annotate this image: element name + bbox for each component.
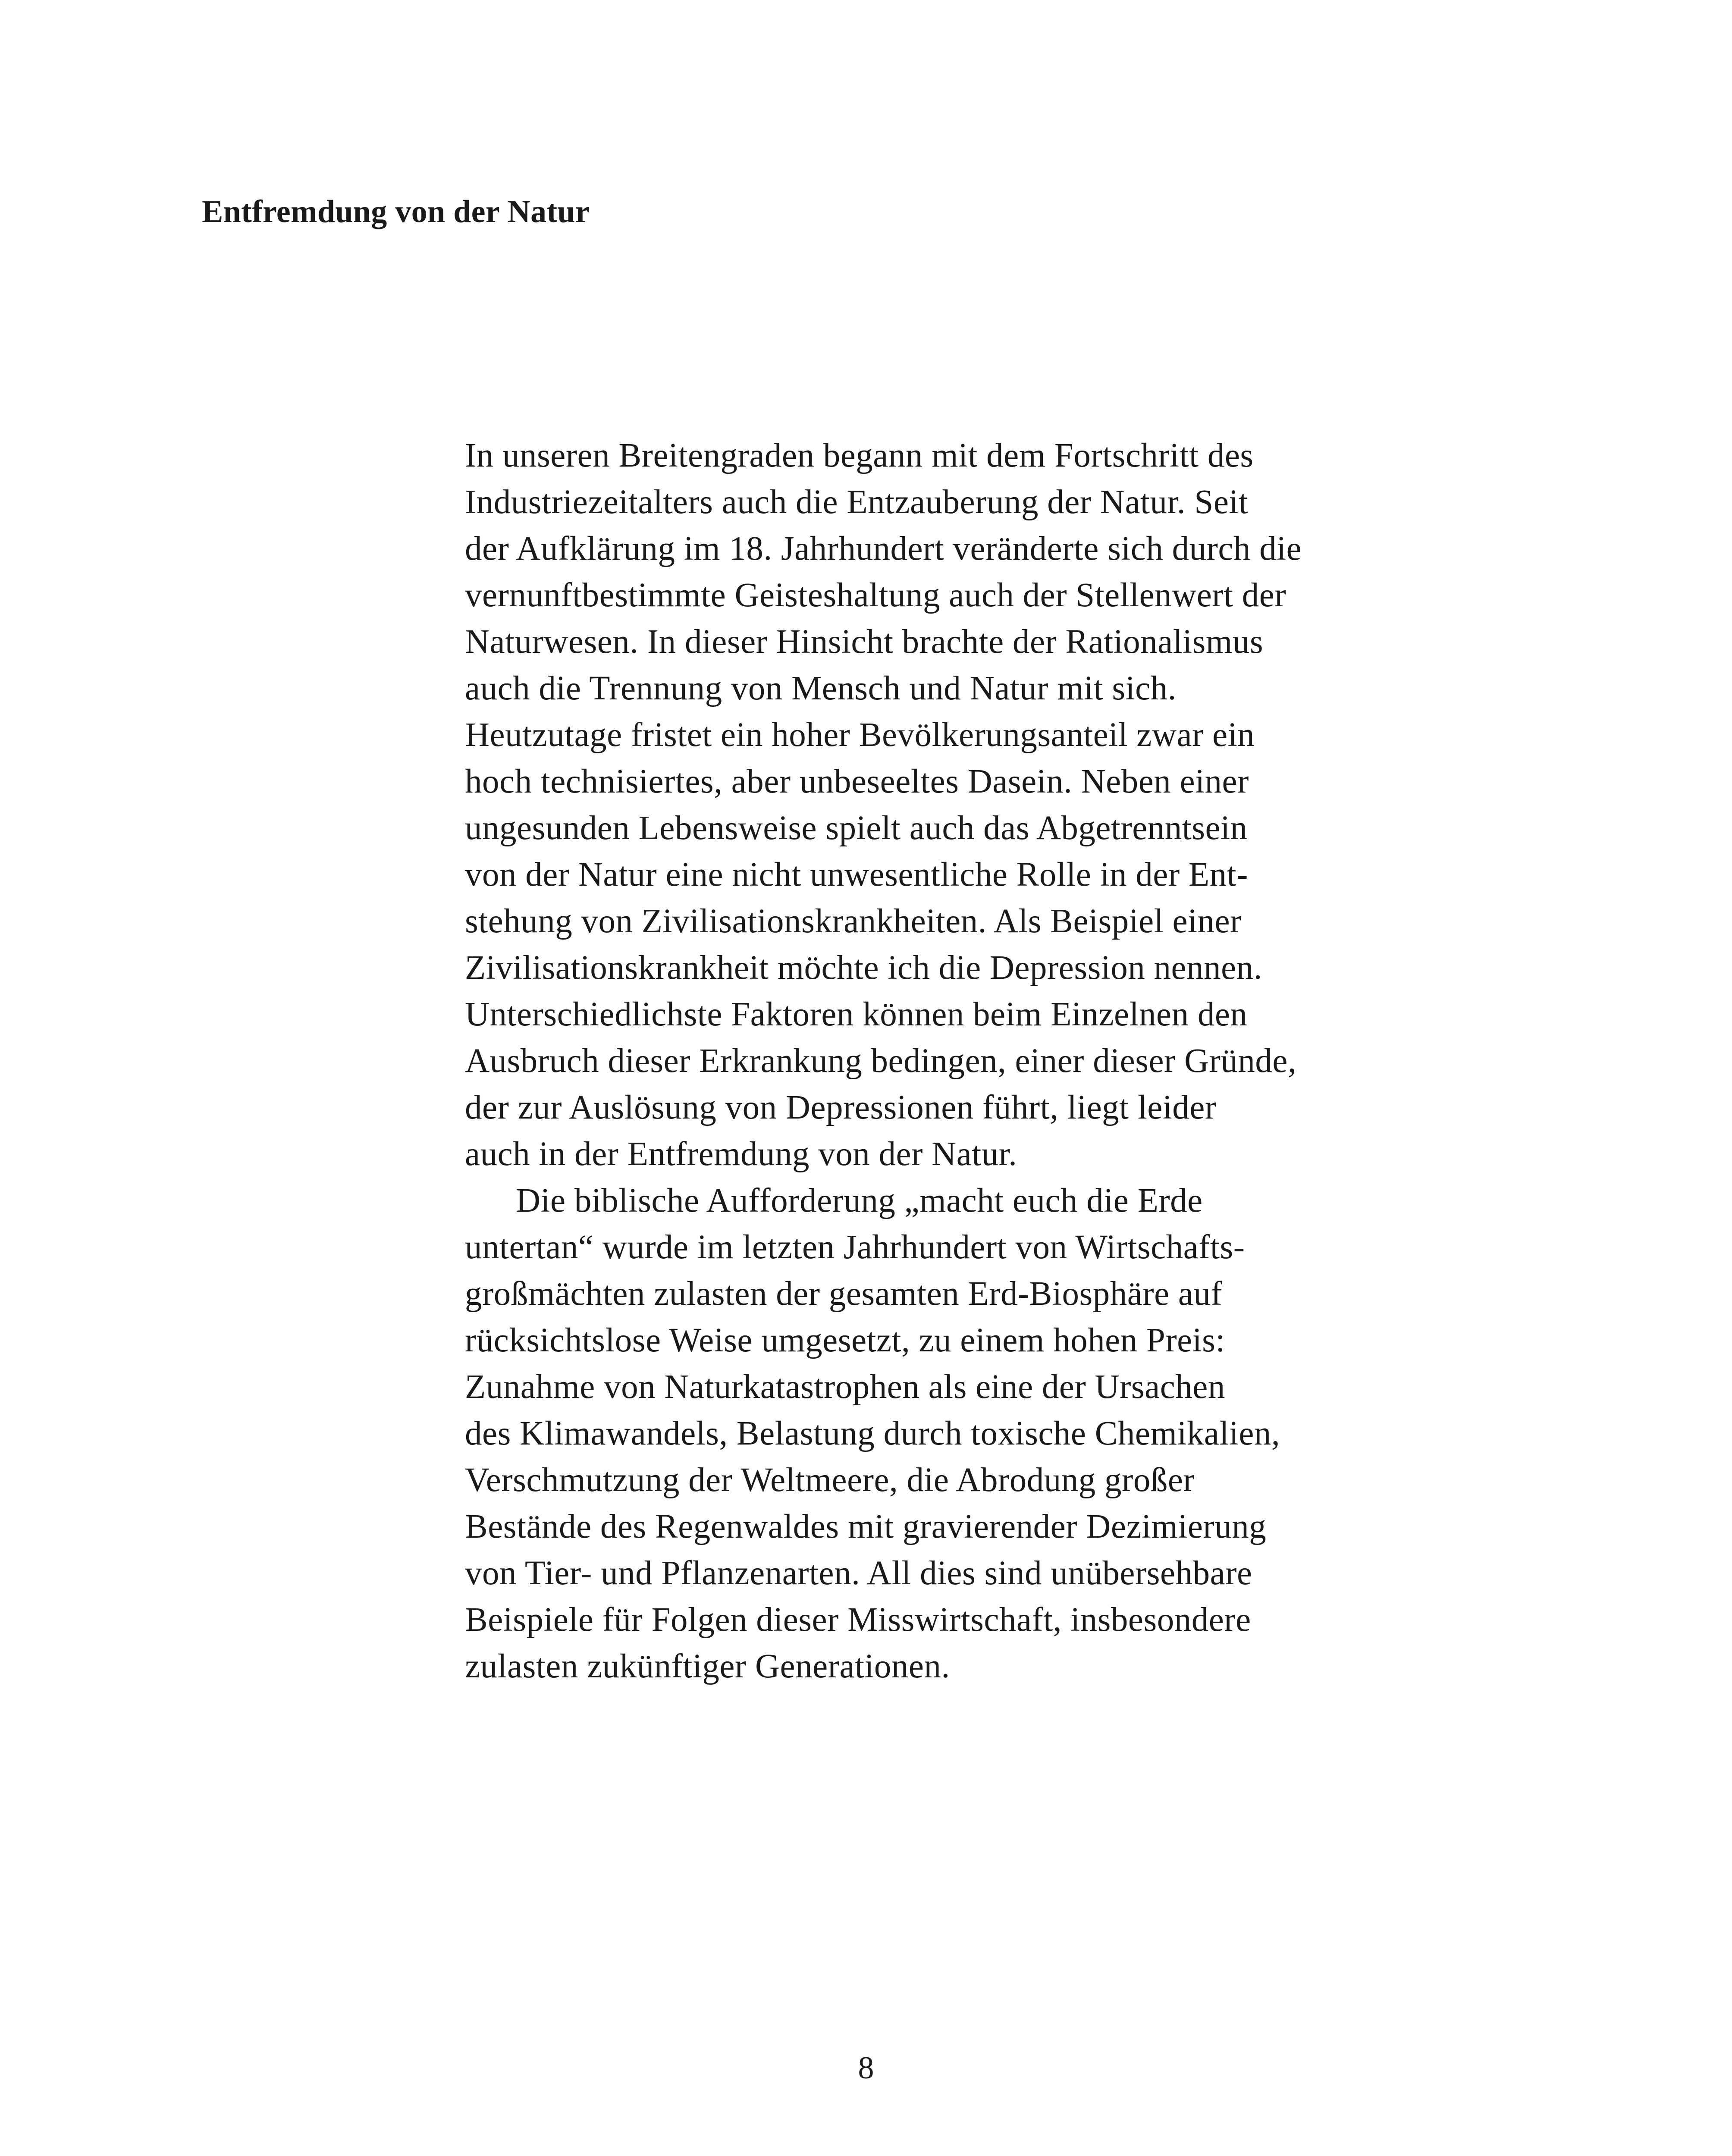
- page-number: 8: [858, 2050, 874, 2086]
- text-line: Die biblische Aufforderung „macht euch die Erde: [516, 1182, 1203, 1219]
- paragraph-1: [465, 432, 1509, 1178]
- paragraph-2: [465, 1178, 1509, 1690]
- text-line: zulasten zukünftiger Generationen.: [465, 1648, 950, 1685]
- text-line: von der Natur eine nicht unwesentliche Rolle in der Ent-: [465, 856, 1248, 893]
- text-line: großmächten zulasten der gesamten Erd-Biosphäre auf: [465, 1275, 1223, 1313]
- text-line: hoch technisiertes, aber unbeseeltes Dasein. Neben einer: [465, 763, 1249, 800]
- text-line: Ausbruch dieser Erkrankung bedingen, einer dieser Gründe,: [465, 1042, 1297, 1080]
- text-line: Verschmutzung der Weltmeere, die Abrodung großer: [465, 1461, 1195, 1499]
- text-line: vernunftbestimmte Geisteshaltung auch der Stellenwert der: [465, 577, 1286, 614]
- text-line: Beispiele für Folgen dieser Misswirtschaft, insbesondere: [465, 1601, 1251, 1639]
- text-line: auch in der Entfremdung von der Natur.: [465, 1135, 1017, 1173]
- text-line: des Klimawandels, Belastung durch toxische Chemikalien,: [465, 1415, 1280, 1452]
- text-line: Naturwesen. In dieser Hinsicht brachte der Rationalismus: [465, 623, 1264, 661]
- text-line: Bestände des Regenwaldes mit gravierender Dezimierung: [465, 1508, 1267, 1545]
- text-line: ungesunden Lebensweise spielt auch das Abgetrenntsein: [465, 809, 1248, 847]
- chapter-heading: Entfremdung von der Natur: [202, 194, 590, 229]
- body-text: [465, 432, 1509, 1690]
- text-line: untertan“ wurde im letzten Jahrhundert von Wirtschafts-: [465, 1228, 1245, 1266]
- text-line: Industriezeitalters auch die Entzauberung der Natur. Seit: [465, 483, 1249, 521]
- text-line: Unterschiedlichste Faktoren können beim Einzelnen den: [465, 996, 1248, 1033]
- text-line: der zur Auslösung von Depressionen führt, liegt leider: [465, 1089, 1217, 1126]
- text-line: der Aufklärung im 18. Jahrhundert veränderte sich durch die: [465, 530, 1302, 567]
- text-line: Zivilisationskrankheit möchte ich die Depression nennen.: [465, 949, 1262, 987]
- text-line: stehung von Zivilisationskrankheiten. Als Beispiel einer: [465, 903, 1242, 940]
- text-line: rücksichtslose Weise umgesetzt, zu einem hohen Preis:: [465, 1322, 1225, 1359]
- text-line: In unseren Breitengraden begann mit dem Fortschritt des: [465, 437, 1254, 474]
- text-line: Zunahme von Naturkatastrophen als eine der Ursachen: [465, 1368, 1225, 1406]
- text-line: Heutzutage fristet ein hoher Bevölkerungsanteil zwar ein: [465, 716, 1255, 754]
- text-line: auch die Trennung von Mensch und Natur mit sich.: [465, 670, 1177, 707]
- text-line: von Tier- und Pflanzenarten. All dies sind unübersehbare: [465, 1554, 1252, 1592]
